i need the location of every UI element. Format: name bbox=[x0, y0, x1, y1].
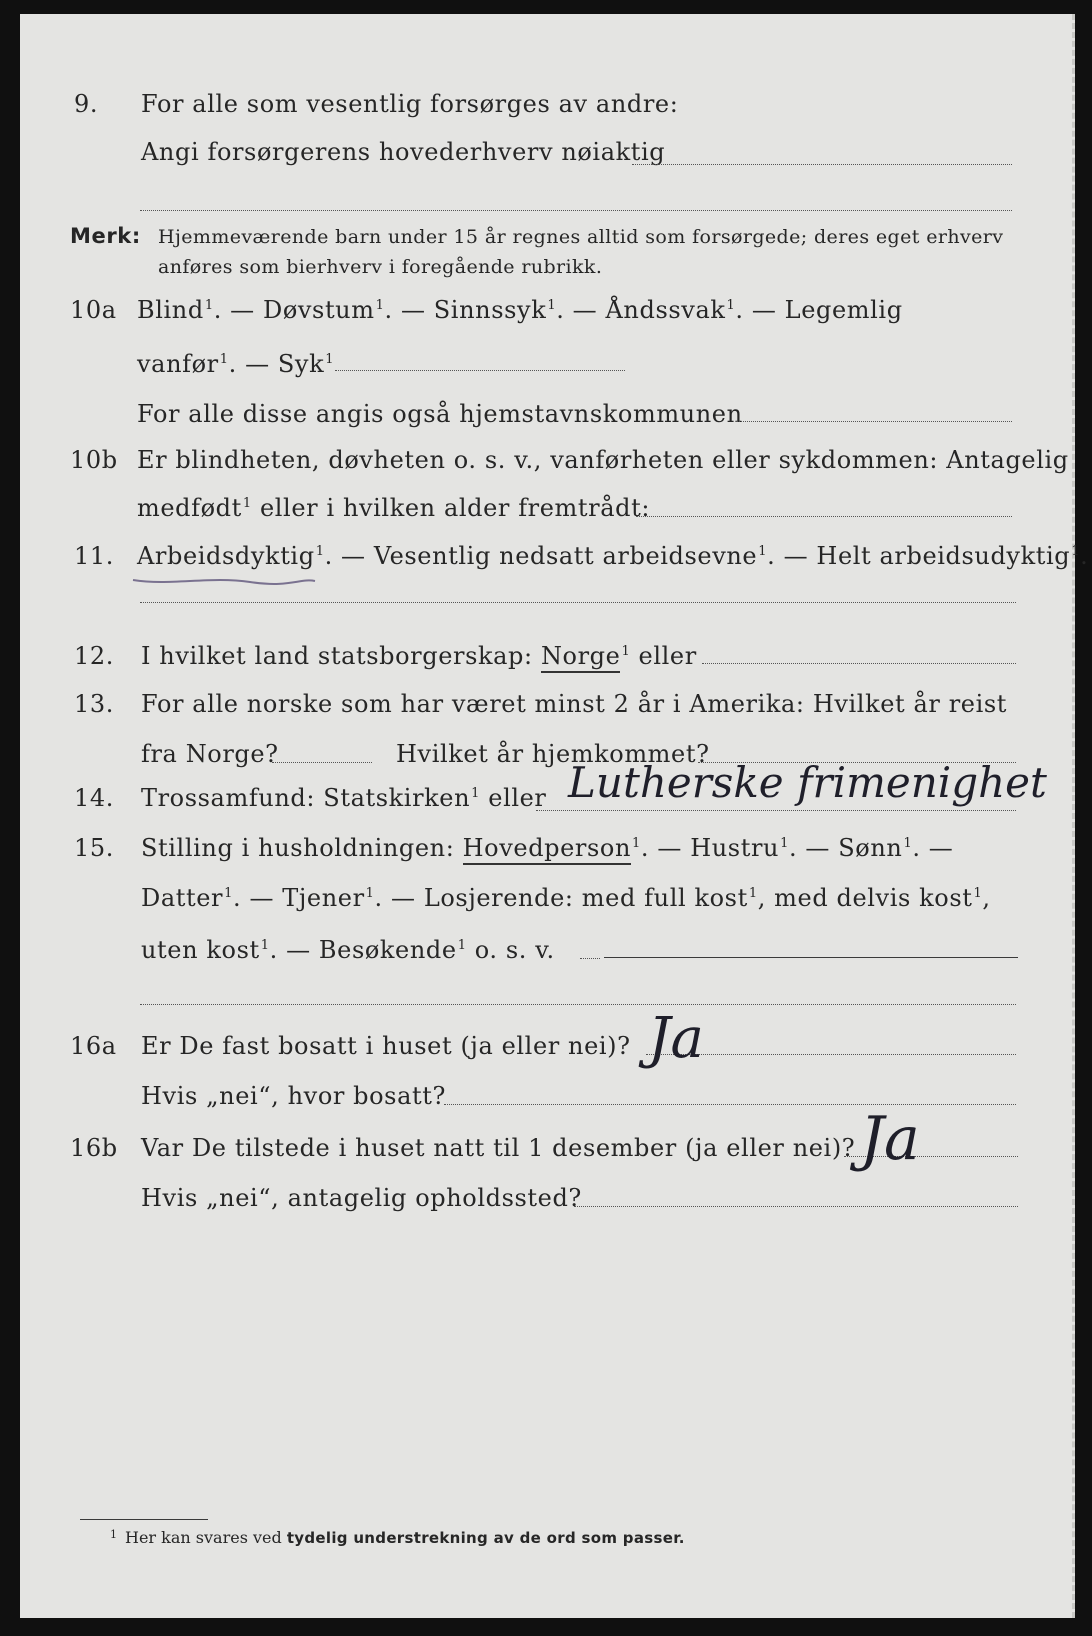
question-text: Stilling i husholdningen: Hovedperson$^1$. — Hustru$^1$. — Sønn$^1$. — bbox=[141, 834, 953, 862]
answer-line[interactable] bbox=[702, 663, 1016, 664]
handwritten-answer: Ja bbox=[860, 1104, 920, 1174]
question-number: 14. bbox=[74, 784, 114, 812]
question-text: Datter$^1$. — Tjener$^1$. — Losjerende: med full kost$^1$, med delvis kost$^1$, bbox=[141, 884, 991, 912]
answer-line[interactable] bbox=[632, 164, 1012, 165]
question-text: Er blindheten, døvheten o. s. v., vanførheten eller sykdommen: Antagelig bbox=[137, 446, 1069, 474]
question-number: 16b bbox=[70, 1134, 118, 1162]
merk-text-line1: Hjemmeværende barn under 15 år regnes alltid som forsørgede; deres eget erhverv bbox=[158, 226, 1004, 248]
question-number: 9. bbox=[74, 90, 99, 118]
question-text: Hvis „nei“, antagelig opholdssted? bbox=[141, 1184, 582, 1212]
question-number: 10b bbox=[70, 446, 118, 474]
answer-line[interactable] bbox=[140, 210, 1012, 211]
answer-line[interactable] bbox=[140, 602, 1016, 603]
question-text: Var De tilstede i huset natt til 1 desember (ja eller nei)? bbox=[141, 1134, 856, 1162]
question-number: 12. bbox=[74, 642, 114, 670]
question-text: For alle disse angis også hjemstavnskommunen bbox=[137, 400, 743, 428]
answer-line[interactable] bbox=[140, 1004, 1016, 1005]
answer-line[interactable] bbox=[736, 421, 1012, 422]
answer-line[interactable] bbox=[604, 957, 1018, 958]
norge-option: Norge bbox=[541, 642, 621, 673]
question-text: Trossamfund: Statskirken$^1$ eller bbox=[141, 784, 547, 812]
question-text: Angi forsørgerens hovederhverv nøiaktig bbox=[141, 138, 666, 166]
question-text: For alle norske som har været minst 2 år i Amerika: Hvilket år reist bbox=[141, 690, 1008, 718]
question-text: Blind$^1$. — Døvstum$^1$. — Sinnssyk$^1$. — Åndssvak$^1$. — Legemlig bbox=[137, 296, 903, 324]
question-text: I hvilket land statsborgerskap: Norge$^1$ eller bbox=[141, 642, 697, 670]
answer-line[interactable] bbox=[636, 516, 1012, 517]
question-text: For alle som vesentlig forsørges av andre: bbox=[141, 90, 679, 118]
answer-line[interactable] bbox=[574, 1206, 1018, 1207]
question-text: fra Norge? bbox=[141, 740, 279, 768]
answer-line[interactable] bbox=[536, 810, 1016, 811]
question-number: 10a bbox=[70, 296, 117, 324]
pencil-underline-mark bbox=[130, 572, 320, 590]
answer-line[interactable] bbox=[335, 370, 625, 371]
question-number: 11. bbox=[74, 542, 114, 570]
handwritten-answer: Ja bbox=[648, 1006, 704, 1071]
question-number: 16a bbox=[70, 1032, 117, 1060]
question-text: uten kost$^1$. — Besøkende$^1$ o. s. v. bbox=[141, 936, 555, 964]
merk-text-line2: anføres som bierhverv i foregående rubrikk. bbox=[158, 256, 603, 278]
merk-label: Merk: bbox=[70, 224, 141, 248]
question-text: Hvis „nei“, hvor bosatt? bbox=[141, 1082, 446, 1110]
footnote: $^1$ Her kan svares ved tydelig understrekning av de ord som passer. bbox=[110, 1528, 685, 1547]
answer-line[interactable] bbox=[444, 1104, 1016, 1105]
question-number: 15. bbox=[74, 834, 114, 862]
footnote-rule bbox=[80, 1519, 208, 1520]
census-form-page bbox=[20, 14, 1089, 1618]
hovedperson-option: Hovedperson bbox=[463, 834, 631, 865]
answer-line[interactable] bbox=[272, 762, 372, 763]
question-text: Er De fast bosatt i huset (ja eller nei)? bbox=[141, 1032, 631, 1060]
handwritten-answer: Lutherske frimenighet bbox=[568, 758, 1047, 807]
question-text: Arbeidsdyktig$^1$. — Vesentlig nedsatt arbeidsevne$^1$. — Helt arbeidsudyktig$^1$. bbox=[137, 542, 1089, 570]
question-text: vanfør$^1$. — Syk$^1$ bbox=[137, 350, 335, 378]
arbeidsdyktig-option: Arbeidsdyktig bbox=[137, 542, 315, 570]
question-text: medfødt$^1$ eller i hvilken alder fremtrådt: bbox=[137, 494, 651, 522]
question-text: Hvilket år hjemkommet? bbox=[396, 740, 710, 768]
answer-line[interactable] bbox=[580, 958, 600, 959]
question-number: 13. bbox=[74, 690, 114, 718]
